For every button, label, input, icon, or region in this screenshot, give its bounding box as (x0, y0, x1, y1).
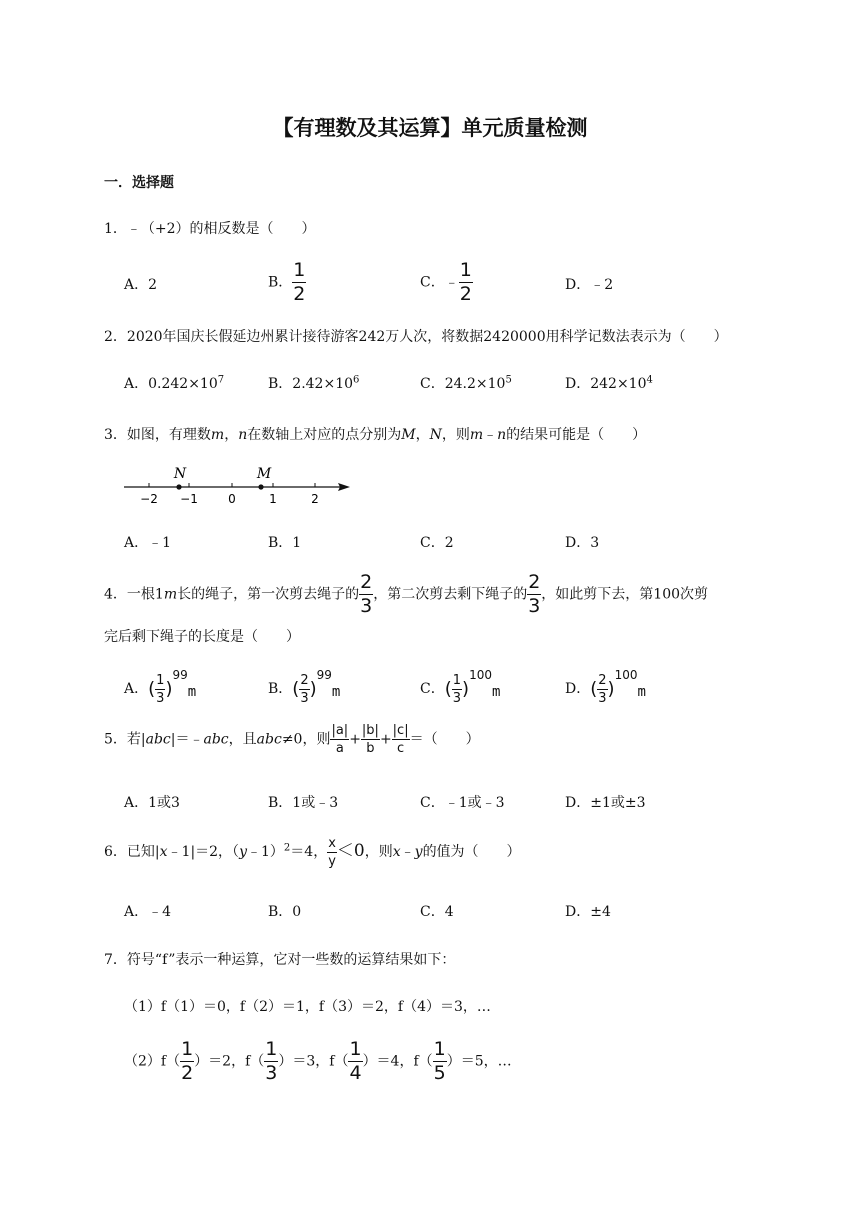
q2-option-a-text: A．0.242×10 (124, 376, 218, 392)
frac-numerator: 1 (156, 672, 165, 688)
frac-numerator: 1 (433, 1038, 446, 1060)
q4-option-a (124, 668, 196, 705)
q1-option-c-label: C．﹣ (420, 274, 459, 291)
q4-option-d-fraction (597, 674, 607, 705)
q3-text: ， (415, 427, 430, 443)
q5-plus: + (379, 731, 392, 748)
q6-exponent: 2 (283, 842, 291, 854)
q6-text: ﹣1） (246, 844, 284, 860)
q6-option-b: B．0 (268, 904, 302, 920)
q5-option-b: B．1或﹣3 (268, 795, 339, 811)
q3-text: ， (224, 427, 239, 443)
q4-text: ，如此剪下去，第100次剪 (541, 586, 709, 603)
frac-numerator: 1 (452, 672, 462, 688)
question-4-line-1 (104, 573, 708, 616)
q3-text: 3．如图，有理数 (104, 427, 211, 443)
q7-fraction (348, 1040, 362, 1083)
q2-option-b (268, 373, 359, 393)
q5-plus: + (349, 731, 361, 748)
q4-text: ，第二次剪去剩下绳子的 (373, 586, 528, 603)
paren: ) (462, 678, 470, 700)
frac-numerator: |c| (392, 723, 409, 738)
frac-denominator: 3 (528, 595, 541, 617)
point-m-marker (258, 484, 263, 489)
q4-text: 4．一根1 (104, 586, 164, 603)
paren: ( (590, 678, 598, 700)
q1-option-b-fraction (292, 261, 306, 304)
q4-option-b (268, 668, 340, 705)
q6-var-x: x (159, 844, 168, 860)
q5-fraction-b (361, 724, 380, 755)
frac-numerator: 1 (265, 1038, 278, 1060)
q3-var-m: m (210, 427, 225, 443)
q7-text: ）＝2，f（ (194, 1053, 265, 1070)
q7-text: （2）f（ (124, 1053, 181, 1070)
q6-option-a: A．﹣4 (124, 904, 172, 920)
q4-option-c-exponent: 100 (469, 668, 492, 682)
q3-var-m: m (469, 427, 484, 443)
q6-var-x: x (392, 844, 401, 860)
paren: ) (309, 678, 317, 700)
frac-denominator: 5 (433, 1062, 446, 1084)
question-3-stem (104, 424, 646, 444)
q4-unit: m (491, 684, 501, 700)
question-5-stem (104, 724, 480, 755)
frac-denominator: 4 (349, 1062, 362, 1084)
q2-option-b-exponent: 6 (353, 374, 360, 386)
q5-var-abc: abc (256, 731, 282, 748)
q1-option-b (268, 261, 306, 304)
frac-denominator: 2 (459, 283, 472, 305)
q5-text: ＝（ ） (409, 731, 480, 748)
frac-denominator: 3 (156, 690, 165, 706)
q5-var-abc: abc (145, 731, 171, 748)
page-title: 【有理数及其运算】单元质量检测 (272, 116, 588, 140)
frac-numerator: 1 (181, 1038, 194, 1060)
q3-var-n: n (497, 427, 507, 443)
q2-option-c-text: C．24.2×10 (420, 376, 506, 392)
question-4-line-2: 完后剩下绳子的长度是（ ） (104, 629, 300, 645)
q7-fraction (264, 1040, 278, 1083)
q5-var-abc: abc (203, 731, 229, 748)
q3-option-b: B．1 (268, 535, 302, 551)
frac-denominator: 2 (293, 283, 306, 305)
frac-numerator: 2 (598, 672, 607, 688)
q7-line-1: （1）f（1）＝0，f（2）＝1，f（3）＝2，f（4）＝3，… (124, 999, 491, 1015)
q3-text: 在数轴上对应的点分别为 (247, 427, 402, 443)
frac-denominator: 3 (360, 595, 373, 617)
point-n-marker (176, 484, 181, 489)
q5-fraction-c (392, 724, 410, 755)
q6-option-d: D．±4 (565, 904, 611, 920)
q2-option-a (124, 373, 224, 393)
paren: ( (148, 678, 156, 700)
q7-text: ）＝3，f（ (278, 1053, 349, 1070)
frac-numerator: |b| (361, 723, 379, 738)
question-1-stem: 1．﹣（+2）的相反数是（ ） (104, 221, 316, 237)
q5-fraction-a (330, 724, 349, 755)
q6-text: 的值为（ ） (422, 844, 521, 860)
frac-numerator: x (328, 835, 336, 851)
frac-denominator: b (366, 741, 375, 756)
q3-option-c: C．2 (420, 535, 454, 551)
q6-text: ﹣ (400, 844, 415, 860)
q7-fraction (180, 1040, 194, 1083)
point-m-label: M (256, 466, 272, 482)
q7-text: ）＝5，… (446, 1053, 512, 1070)
question-2-stem: 2．2020年国庆长假延边州累计接待游客242万人次，将数据2420000用科学记数法表示为（ ） (104, 329, 728, 345)
q5-text: ≠0，则 (281, 731, 331, 748)
q5-text: 5．若| (104, 731, 146, 748)
q4-option-a-fraction (155, 674, 165, 705)
q4-option-c-fraction (452, 674, 462, 705)
tick-label: 1 (269, 492, 277, 506)
frac-denominator: 3 (265, 1062, 278, 1084)
q6-var-y: y (414, 844, 423, 860)
q4-option-c-label: C． (420, 681, 445, 697)
q3-text: ﹣ (483, 427, 498, 443)
frac-numerator: 1 (459, 259, 472, 281)
frac-numerator: 1 (293, 259, 306, 281)
q7-fraction (433, 1040, 447, 1083)
tick-label: 2 (311, 492, 319, 506)
q1-option-a: A．2 (124, 277, 158, 293)
q2-option-c (420, 373, 512, 393)
q1-option-d: D．﹣2 (565, 277, 614, 293)
q3-var-N: N (429, 427, 442, 443)
number-line-figure (118, 460, 358, 506)
q3-var-M: M (401, 427, 416, 443)
q6-text: ＝4， (290, 844, 328, 860)
frac-denominator: y (328, 853, 336, 869)
tick-label: 0 (228, 492, 236, 506)
q5-text: ，且 (228, 731, 257, 748)
q4-unit: m (331, 684, 341, 700)
frac-numerator: 1 (349, 1038, 362, 1060)
frac-denominator: c (397, 741, 405, 756)
paren: ( (292, 678, 300, 700)
tick-label: −1 (180, 492, 198, 506)
q7-text: ）＝4，f（ (362, 1053, 433, 1070)
q6-text: ，则 (364, 844, 393, 860)
question-6-stem (104, 836, 521, 868)
q4-option-a-exponent: 99 (172, 668, 188, 682)
q6-text: ﹣1|＝2，（ (167, 844, 240, 860)
q3-text: 的结果可能是（ ） (506, 427, 647, 443)
tick-label: −2 (140, 492, 158, 506)
paren: ) (607, 678, 615, 700)
q3-option-a: A．﹣1 (124, 535, 172, 551)
question-7-stem: 7．符号“f”表示一种运算，它对一些数的运算结果如下： (104, 952, 456, 968)
q2-option-d-text: D．242×10 (565, 376, 647, 392)
frac-denominator: 3 (598, 690, 607, 706)
q4-option-c (420, 668, 500, 705)
q4-fraction (527, 573, 541, 616)
q2-option-c-exponent: 5 (505, 374, 512, 386)
frac-numerator: 2 (360, 571, 373, 593)
frac-denominator: 2 (181, 1062, 194, 1084)
q3-text: ，则 (441, 427, 470, 443)
q3-var-n: n (238, 427, 248, 443)
q5-option-d: D．±1或±3 (565, 795, 646, 811)
q4-text: 长的绳子，第一次剪去绳子的 (177, 586, 360, 603)
q6-fraction (327, 837, 337, 868)
q4-unit-m: m (163, 586, 178, 603)
q1-option-b-label: B． (268, 274, 293, 291)
frac-numerator: |a| (331, 723, 349, 738)
q4-option-b-label: B． (268, 681, 293, 697)
q1-option-c-fraction (459, 261, 473, 304)
q4-option-d (565, 668, 646, 705)
q2-option-d-exponent: 4 (646, 374, 653, 386)
q4-option-d-label: D． (565, 681, 591, 697)
frac-numerator: 2 (300, 672, 309, 688)
q4-unit: m (187, 684, 197, 700)
frac-numerator: 2 (528, 571, 541, 593)
paren: ( (444, 678, 452, 700)
q4-fraction (359, 573, 373, 616)
q2-option-d (565, 373, 653, 393)
section-heading: 一．选择题 (104, 175, 174, 191)
q4-unit: m (637, 684, 646, 700)
q2-option-b-text: B．2.42×10 (268, 376, 354, 392)
q5-text: |＝﹣ (170, 731, 204, 748)
q7-line-2 (124, 1040, 512, 1083)
q3-option-d: D．3 (565, 535, 600, 551)
point-n-label: N (173, 466, 187, 482)
paren: ) (165, 678, 173, 700)
q6-inequality: ＜0 (336, 841, 365, 861)
q6-option-c: C．4 (420, 904, 454, 920)
frac-denominator: a (335, 741, 344, 756)
q5-option-c: C．﹣1或﹣3 (420, 795, 505, 811)
q4-option-b-exponent: 99 (316, 668, 332, 682)
q2-option-a-exponent: 7 (217, 374, 225, 386)
frac-denominator: 3 (300, 690, 309, 706)
q4-option-d-exponent: 100 (614, 668, 638, 682)
q6-text: 6．已知| (104, 844, 160, 860)
frac-denominator: 3 (452, 690, 462, 706)
q5-option-a: A．1或3 (124, 795, 180, 811)
q6-var-y: y (239, 844, 247, 860)
q1-option-c (420, 261, 473, 304)
q4-option-b-fraction (299, 674, 309, 705)
q4-option-a-label: A． (124, 681, 149, 697)
